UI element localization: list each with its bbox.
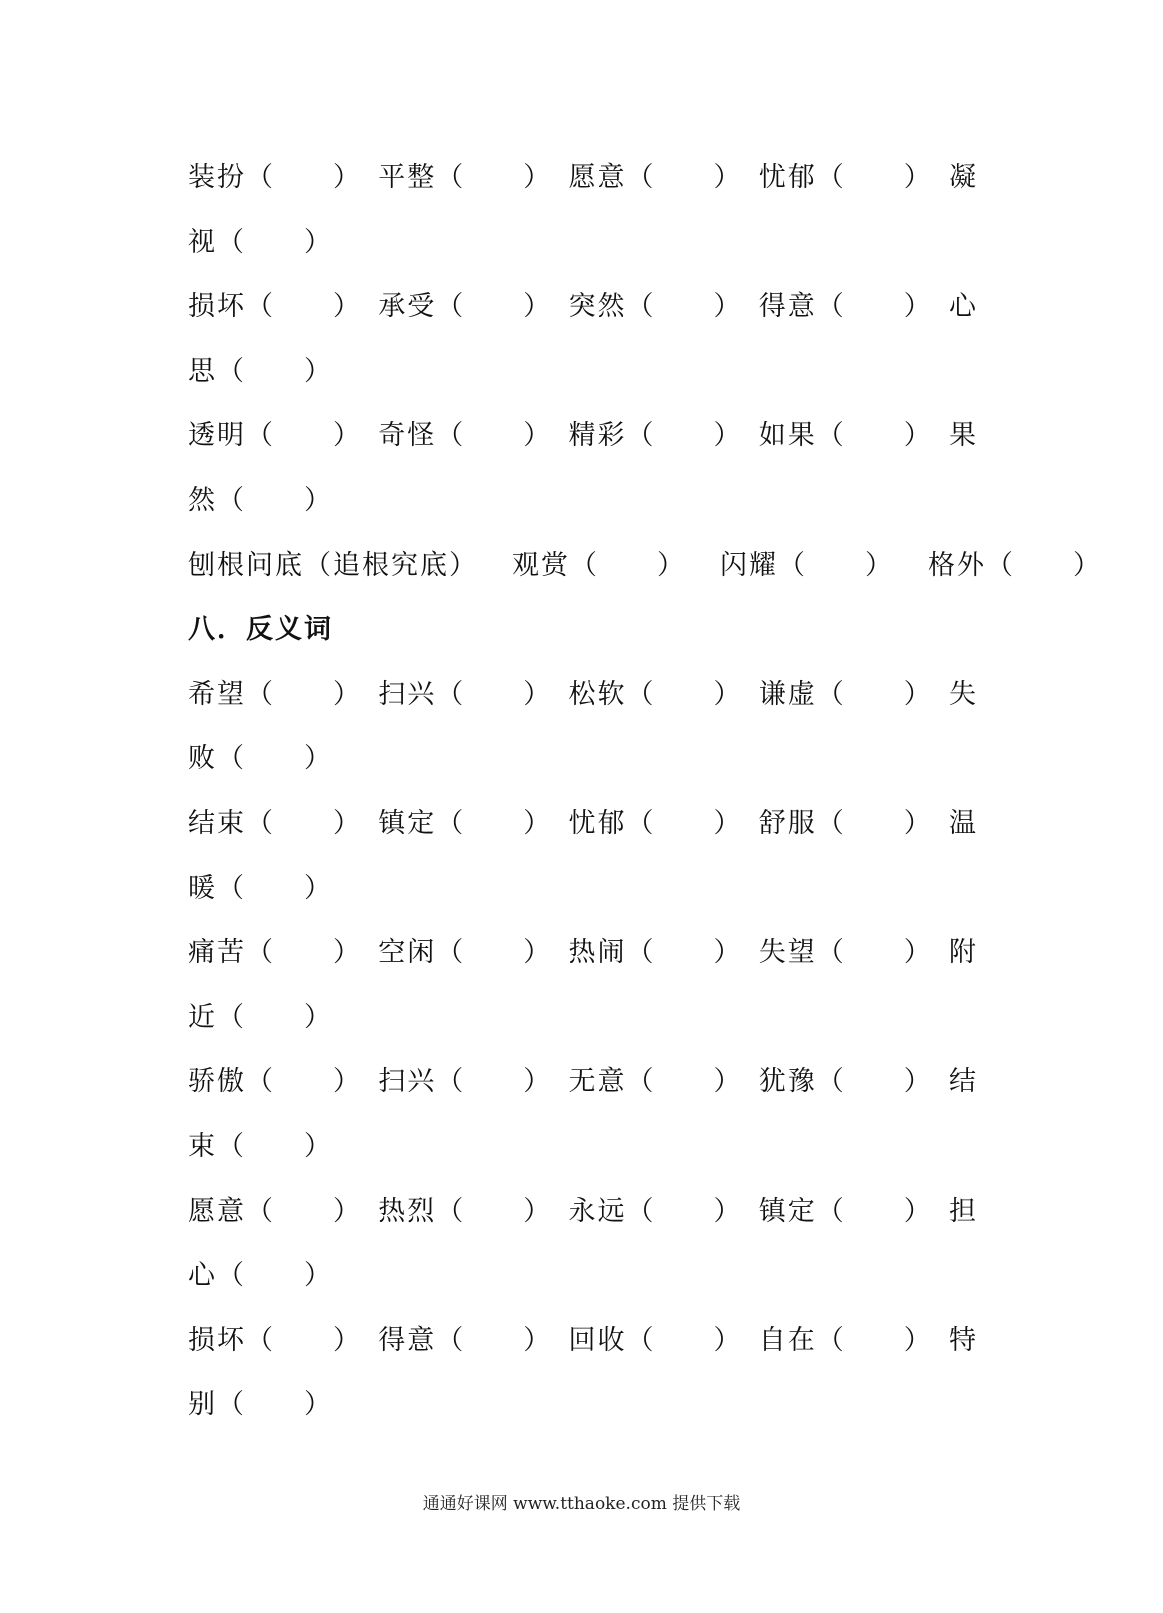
word-item: 得意（ ）	[378, 1324, 553, 1356]
word-item: 温	[949, 807, 978, 839]
synonym-row-4	[188, 534, 1102, 599]
page-footer: 通通好课网 www.tthaoke.com 提供下载	[422, 1494, 741, 1514]
word-item: 奇怪（ ）	[378, 420, 553, 452]
word-item: 透明（ ）	[188, 420, 362, 452]
word-item: 空闲（ ）	[378, 937, 553, 969]
synonym-row-2	[188, 275, 978, 340]
synonym-row-3	[188, 404, 978, 469]
word-item: 热烈（ ）	[378, 1195, 553, 1227]
word-item: 失望（ ）	[758, 937, 933, 969]
word-item: 忧郁（ ）	[568, 807, 743, 839]
word-item: 刨根问底（追根究底）	[188, 549, 478, 581]
word-item: 心（ ）	[188, 1260, 333, 1292]
word-item: 担	[949, 1195, 978, 1227]
word-item: 扫兴（ ）	[378, 678, 553, 710]
section-heading-antonyms	[188, 598, 978, 663]
word-item: 承受（ ）	[378, 291, 553, 323]
synonym-row-1	[188, 146, 978, 211]
antonym-row-1	[188, 663, 978, 728]
worksheet-content	[188, 146, 1102, 1438]
word-item: 别（ ）	[188, 1389, 333, 1421]
antonym-row-3	[188, 921, 978, 986]
word-item: 败（ ）	[188, 743, 333, 775]
word-item: 然（ ）	[188, 484, 333, 516]
word-item: 近（ ）	[188, 1001, 333, 1033]
word-item: 突然（ ）	[568, 291, 743, 323]
antonym-row-5	[188, 1180, 978, 1245]
word-item: 骄傲（ ）	[188, 1066, 362, 1098]
synonym-row-3-continued	[188, 469, 978, 534]
word-item: 犹豫（ ）	[758, 1066, 933, 1098]
antonym-row-4-continued	[188, 1115, 978, 1180]
word-item: 果	[949, 420, 978, 452]
synonym-row-1-continued	[188, 211, 978, 276]
word-item: 失	[949, 678, 978, 710]
word-item: 视（ ）	[188, 226, 333, 258]
word-item: 无意（ ）	[568, 1066, 743, 1098]
word-item: 结束（ ）	[188, 807, 362, 839]
word-item: 松软（ ）	[568, 678, 743, 710]
word-item: 谦虚（ ）	[758, 678, 933, 710]
antonym-row-6	[188, 1309, 978, 1374]
antonym-row-3-continued	[188, 986, 978, 1051]
word-item: 希望（ ）	[188, 678, 362, 710]
synonym-row-2-continued	[188, 340, 978, 405]
word-item: 扫兴（ ）	[378, 1066, 553, 1098]
word-item: 思（ ）	[188, 355, 333, 387]
word-item: 回收（ ）	[568, 1324, 743, 1356]
word-item: 观赏（ ）	[512, 549, 686, 581]
antonym-row-2	[188, 792, 978, 857]
word-item: 闪耀（ ）	[720, 549, 894, 581]
word-item: 镇定（ ）	[758, 1195, 933, 1227]
word-item: 愿意（ ）	[568, 162, 743, 193]
word-item: 损坏（ ）	[188, 291, 362, 323]
word-item: 精彩（ ）	[568, 420, 743, 452]
word-item: 得意（ ）	[758, 291, 933, 323]
word-item: 格外（ ）	[928, 549, 1102, 581]
antonym-row-1-continued	[188, 727, 978, 792]
word-item: 痛苦（ ）	[188, 937, 362, 969]
antonym-row-5-continued	[188, 1244, 978, 1309]
word-item: 束（ ）	[188, 1130, 333, 1162]
word-item: 忧郁（ ）	[758, 162, 933, 193]
antonym-row-4	[188, 1050, 978, 1115]
word-item: 愿意（ ）	[188, 1195, 362, 1227]
word-item: 永远（ ）	[568, 1195, 743, 1227]
word-item: 附	[949, 937, 978, 969]
word-item: 镇定（ ）	[378, 807, 553, 839]
antonym-row-2-continued	[188, 857, 978, 922]
word-item: 结	[949, 1066, 978, 1098]
section-title: 八．反义词	[188, 614, 333, 646]
word-item: 暖（ ）	[188, 872, 333, 904]
word-item: 如果（ ）	[758, 420, 933, 452]
word-item: 特	[949, 1324, 978, 1356]
word-item: 自在（ ）	[758, 1324, 933, 1356]
word-item: 心	[949, 291, 978, 323]
word-item: 热闹（ ）	[568, 937, 743, 969]
word-item: 舒服（ ）	[758, 807, 933, 839]
word-item: 凝	[949, 162, 978, 193]
word-item: 平整（ ）	[378, 162, 553, 193]
word-item: 损坏（ ）	[188, 1324, 362, 1356]
antonym-row-6-continued	[188, 1373, 978, 1438]
word-item: 装扮（ ）	[188, 162, 362, 193]
